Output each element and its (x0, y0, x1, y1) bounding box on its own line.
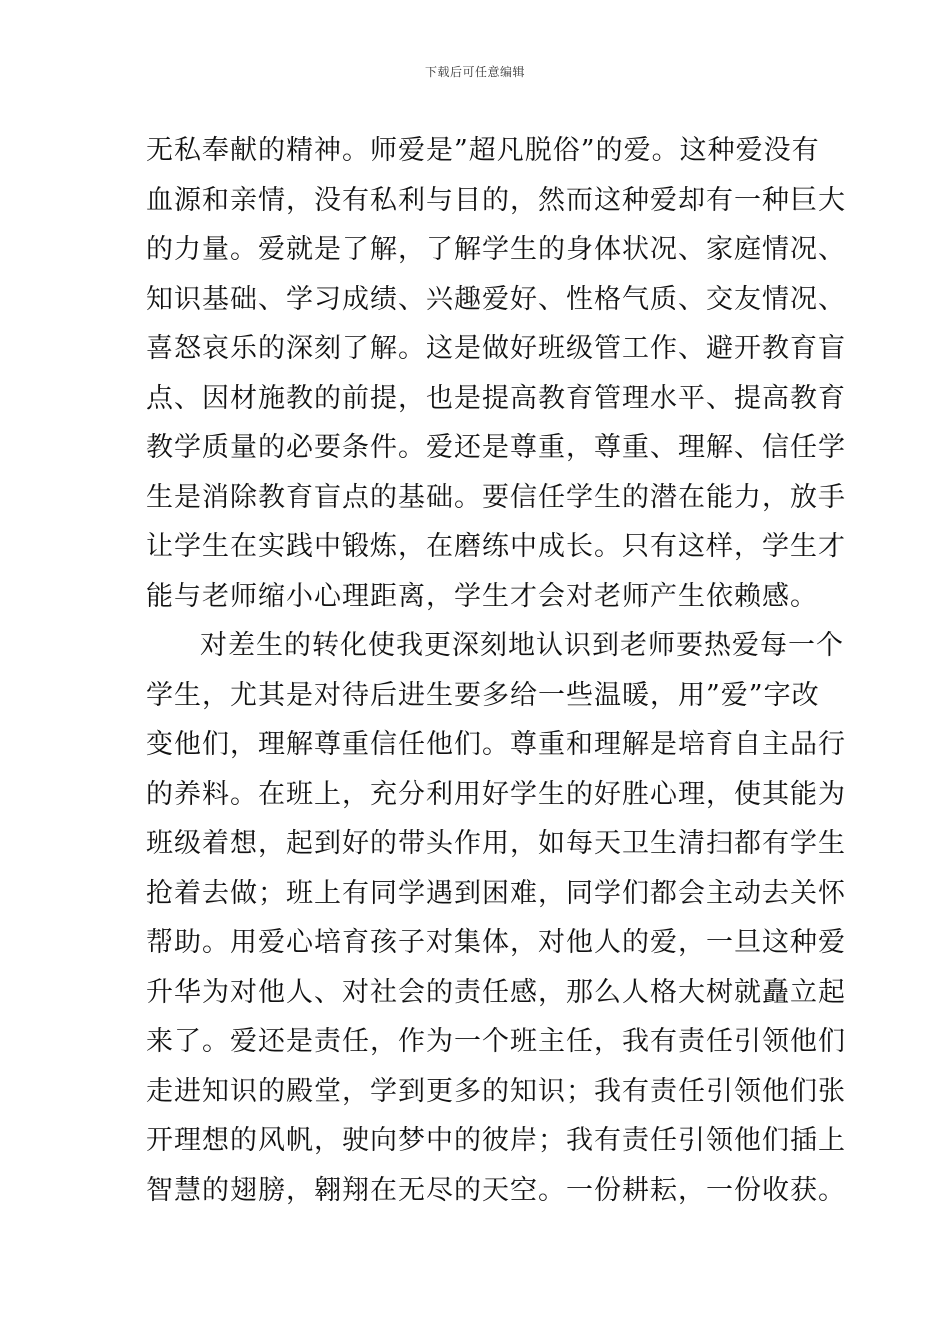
text-line: 喜怒哀乐的深刻了解。这是做好班级管工作、避开教育盲 (146, 333, 846, 364)
text-line: 班级着想，起到好的带头作用，如每天卫生清扫都有学生 (146, 828, 846, 859)
document-body (146, 126, 846, 1215)
text-line: 让学生在实践中锻炼，在磨练中成长。只有这样，学生才 (146, 531, 846, 562)
text-line: 帮助。用爱心培育孩子对集体，对他人的爱，一旦这种爱 (146, 927, 846, 958)
page-header: 下载后可任意编辑 (424, 65, 525, 79)
text-line: 抢着去做；班上有同学遇到困难，同学们都会主动去关怀 (146, 877, 846, 909)
text-line: 变他们，理解尊重信任他们。尊重和理解是培育自主品行 (146, 729, 846, 760)
text-line: 能与老师缩小心理距离，学生才会对老师产生依赖感。 (146, 580, 818, 612)
text-line: 智慧的翅膀，翱翔在无尽的天空。一份耕耘，一份收获。 (146, 1174, 846, 1206)
text-line: 对差生的转化使我更深刻地认识到老师要热爱每一个 (200, 630, 844, 661)
text-line: 走进知识的殿堂，学到更多的知识；我有责任引领他们张 (146, 1075, 846, 1107)
text-line: 教学质量的必要条件。爱还是尊重，尊重、理解、信任学 (146, 432, 846, 463)
text-line: 升华为对他人、对社会的责任感，那么人格大树就矗立起 (146, 976, 846, 1008)
text-line: 无私奉献的精神。师爱是”超凡脱俗”的爱。这种爱没有 (146, 135, 820, 166)
text-line: 的养料。在班上，充分利用好学生的好胜心理，使其能为 (146, 778, 846, 810)
text-line: 开理想的风帆，驶向梦中的彼岸；我有责任引领他们插上 (146, 1125, 846, 1156)
text-line: 生是消除教育盲点的基础。要信任学生的潜在能力，放手 (146, 481, 846, 513)
text-line: 知识基础、学习成绩、兴趣爱好、性格气质、交友情况、 (146, 283, 846, 315)
text-line: 学生，尤其是对待后进生要多给一些温暖，用”爱”字改 (146, 679, 820, 711)
text-line: 的力量。爱就是了解，了解学生的身体状况、家庭情况、 (146, 234, 846, 265)
text-line: 血源和亲情，没有私利与目的，然而这种爱却有一种巨大 (146, 184, 846, 216)
text-line: 点、因材施教的前提，也是提高教育管理水平、提高教育 (146, 382, 846, 414)
paragraph (146, 621, 846, 1215)
paragraph (146, 126, 846, 621)
text-line: 来了。爱还是责任，作为一个班主任，我有责任引领他们 (146, 1026, 846, 1057)
